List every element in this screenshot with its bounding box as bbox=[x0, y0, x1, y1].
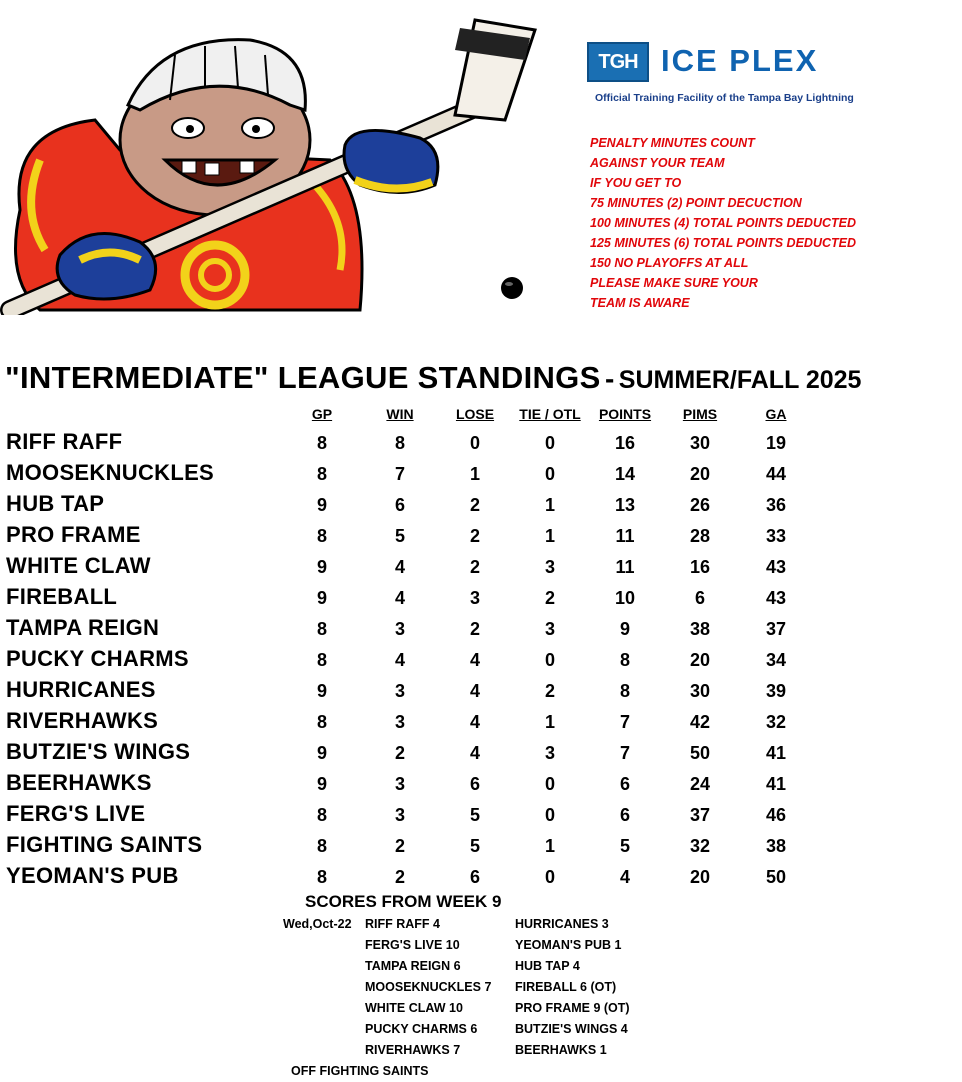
cell-ga: 37 bbox=[765, 619, 787, 639]
team-name: PRO FRAME bbox=[6, 522, 141, 547]
cell-points: 10 bbox=[614, 588, 636, 608]
cell-ga: 34 bbox=[765, 650, 787, 670]
page-title bbox=[5, 360, 861, 396]
table-row bbox=[0, 863, 962, 894]
team-name: YEOMAN'S PUB bbox=[6, 863, 179, 888]
cell-gp: 8 bbox=[316, 805, 327, 825]
scores-title: SCORES FROM WEEK 9 bbox=[305, 892, 502, 911]
title-season: SUMMER/FALL 2025 bbox=[618, 366, 862, 394]
team-name: FIREBALL bbox=[6, 584, 118, 609]
table-row bbox=[0, 615, 962, 646]
column-header-lose: LOSE bbox=[455, 406, 495, 422]
cell-lose: 5 bbox=[469, 836, 480, 856]
cell-tie: 1 bbox=[544, 526, 555, 546]
cell-lose: 2 bbox=[469, 557, 480, 577]
cell-ga: 50 bbox=[765, 867, 787, 887]
cell-win: 3 bbox=[394, 805, 405, 825]
cell-points: 7 bbox=[619, 743, 630, 763]
cell-win: 4 bbox=[394, 557, 405, 577]
cell-pims: 6 bbox=[694, 588, 705, 608]
cell-pims: 37 bbox=[689, 805, 711, 825]
score-away: HURRICANES 3 bbox=[515, 917, 609, 931]
cell-win: 3 bbox=[394, 712, 405, 732]
penalty-line: PLEASE MAKE SURE YOUR bbox=[590, 276, 758, 290]
cell-lose: 4 bbox=[469, 743, 480, 763]
cell-lose: 5 bbox=[469, 805, 480, 825]
penalty-line: AGAINST YOUR TEAM bbox=[590, 156, 725, 170]
table-row bbox=[0, 460, 962, 491]
cell-win: 6 bbox=[394, 495, 405, 515]
cell-ga: 41 bbox=[765, 743, 787, 763]
cell-lose: 3 bbox=[469, 588, 480, 608]
cell-points: 11 bbox=[615, 557, 635, 577]
cell-pims: 20 bbox=[689, 650, 711, 670]
cell-points: 8 bbox=[619, 681, 630, 701]
cell-ga: 38 bbox=[765, 836, 787, 856]
cell-pims: 20 bbox=[689, 464, 711, 484]
cell-points: 9 bbox=[619, 619, 630, 639]
cell-lose: 1 bbox=[469, 464, 480, 484]
title-main: "INTERMEDIATE" LEAGUE STANDINGS bbox=[5, 360, 601, 395]
table-row bbox=[0, 522, 962, 553]
table-row bbox=[0, 770, 962, 801]
cell-pims: 16 bbox=[689, 557, 711, 577]
team-name: RIFF RAFF bbox=[6, 429, 123, 454]
penalty-line: 150 NO PLAYOFFS AT ALL bbox=[590, 256, 749, 270]
score-away: BUTZIE'S WINGS 4 bbox=[515, 1022, 628, 1036]
column-header-points: POINTS bbox=[598, 406, 652, 422]
team-name: HUB TAP bbox=[6, 491, 105, 516]
hockey-puck-icon bbox=[499, 275, 525, 301]
cell-ga: 43 bbox=[765, 588, 787, 608]
cell-points: 11 bbox=[615, 526, 635, 546]
cell-gp: 8 bbox=[316, 712, 327, 732]
penalty-line: PENALTY MINUTES COUNT bbox=[590, 136, 755, 150]
cell-win: 8 bbox=[394, 433, 405, 453]
cell-lose: 4 bbox=[469, 681, 480, 701]
cell-win: 3 bbox=[394, 619, 405, 639]
logo-mark: TGH bbox=[587, 42, 649, 82]
team-name: PUCKY CHARMS bbox=[6, 646, 189, 671]
score-home: TAMPA REIGN 6 bbox=[365, 959, 461, 973]
cell-tie: 3 bbox=[544, 619, 555, 639]
cell-gp: 9 bbox=[316, 681, 327, 701]
cell-win: 4 bbox=[394, 650, 405, 670]
score-away: FIREBALL 6 (OT) bbox=[515, 980, 617, 994]
cell-lose: 4 bbox=[469, 650, 480, 670]
penalty-line: 100 MINUTES (4) TOTAL POINTS DEDUCTED bbox=[590, 216, 857, 230]
team-name: MOOSEKNUCKLES bbox=[6, 460, 215, 485]
cell-win: 7 bbox=[394, 464, 405, 484]
cell-tie: 2 bbox=[544, 681, 555, 701]
cell-gp: 9 bbox=[316, 588, 327, 608]
cell-points: 5 bbox=[619, 836, 630, 856]
cell-pims: 50 bbox=[689, 743, 711, 763]
column-header-tie-otl: TIE / OTL bbox=[519, 406, 581, 422]
off-note: OFF FIGHTING SAINTS bbox=[291, 1064, 429, 1078]
cell-points: 7 bbox=[619, 712, 630, 732]
cell-win: 3 bbox=[394, 774, 405, 794]
cell-ga: 43 bbox=[765, 557, 787, 577]
table-row bbox=[0, 491, 962, 522]
score-home: FERG'S LIVE 10 bbox=[365, 938, 460, 952]
penalty-line: 125 MINUTES (6) TOTAL POINTS DEDUCTED bbox=[590, 236, 857, 250]
cell-points: 13 bbox=[614, 495, 636, 515]
table-row bbox=[0, 553, 962, 584]
score-away: PRO FRAME 9 (OT) bbox=[515, 1001, 630, 1015]
team-name: HURRICANES bbox=[6, 677, 156, 702]
cell-tie: 3 bbox=[544, 557, 555, 577]
team-name: BUTZIE'S WINGS bbox=[6, 739, 191, 764]
penalty-line: IF YOU GET TO bbox=[590, 176, 682, 190]
score-home: WHITE CLAW 10 bbox=[365, 1001, 463, 1015]
cell-tie: 1 bbox=[544, 836, 555, 856]
cell-pims: 26 bbox=[689, 495, 711, 515]
hockey-player-mascot bbox=[0, 10, 545, 315]
cell-pims: 38 bbox=[689, 619, 711, 639]
cell-points: 14 bbox=[614, 464, 636, 484]
cell-tie: 2 bbox=[544, 588, 555, 608]
cell-tie: 0 bbox=[544, 650, 555, 670]
cell-points: 6 bbox=[619, 805, 630, 825]
cell-tie: 0 bbox=[544, 464, 555, 484]
table-row bbox=[0, 832, 962, 863]
cell-lose: 6 bbox=[469, 867, 480, 887]
cell-tie: 0 bbox=[544, 774, 555, 794]
cell-win: 5 bbox=[394, 526, 405, 546]
cell-ga: 19 bbox=[765, 433, 787, 453]
score-home: MOOSEKNUCKLES 7 bbox=[365, 980, 492, 994]
score-away: YEOMAN'S PUB 1 bbox=[515, 938, 622, 952]
cell-ga: 41 bbox=[765, 774, 787, 794]
team-name: FIGHTING SAINTS bbox=[6, 832, 203, 857]
column-header-ga: GA bbox=[765, 406, 787, 422]
cell-ga: 39 bbox=[765, 681, 787, 701]
cell-ga: 33 bbox=[765, 526, 787, 546]
cell-tie: 0 bbox=[544, 867, 555, 887]
cell-ga: 36 bbox=[765, 495, 787, 515]
team-name: WHITE CLAW bbox=[6, 553, 151, 578]
penalty-line: TEAM IS AWARE bbox=[590, 296, 690, 310]
table-row bbox=[0, 646, 962, 677]
cell-ga: 46 bbox=[765, 805, 787, 825]
cell-points: 8 bbox=[619, 650, 630, 670]
cell-lose: 6 bbox=[469, 774, 480, 794]
logo-name: ICE PLEX bbox=[661, 43, 819, 78]
table-row bbox=[0, 708, 962, 739]
cell-lose: 2 bbox=[469, 619, 480, 639]
table-row bbox=[0, 801, 962, 832]
cell-points: 6 bbox=[619, 774, 630, 794]
cell-pims: 20 bbox=[689, 867, 711, 887]
cell-pims: 30 bbox=[689, 681, 711, 701]
cell-gp: 8 bbox=[316, 650, 327, 670]
cell-win: 2 bbox=[394, 743, 405, 763]
score-away: HUB TAP 4 bbox=[515, 959, 580, 973]
cell-pims: 30 bbox=[689, 433, 711, 453]
cell-tie: 1 bbox=[544, 495, 555, 515]
cell-pims: 24 bbox=[689, 774, 711, 794]
column-header-win: WIN bbox=[386, 406, 414, 422]
cell-win: 3 bbox=[394, 681, 405, 701]
logo-tagline: Official Training Facility of the Tampa Bay Lightning bbox=[595, 92, 854, 104]
cell-win: 2 bbox=[394, 836, 405, 856]
cell-ga: 44 bbox=[765, 464, 787, 484]
cell-gp: 8 bbox=[316, 836, 327, 856]
cell-gp: 8 bbox=[316, 526, 327, 546]
cell-gp: 8 bbox=[316, 433, 327, 453]
cell-gp: 9 bbox=[316, 774, 327, 794]
cell-gp: 9 bbox=[316, 743, 327, 763]
cell-gp: 8 bbox=[316, 464, 327, 484]
table-row bbox=[0, 739, 962, 770]
cell-points: 16 bbox=[614, 433, 636, 453]
table-row bbox=[0, 584, 962, 615]
cell-lose: 2 bbox=[469, 526, 480, 546]
cell-tie: 0 bbox=[544, 433, 555, 453]
column-header-gp: GP bbox=[311, 406, 333, 422]
team-name: TAMPA REIGN bbox=[6, 615, 160, 640]
cell-pims: 32 bbox=[689, 836, 711, 856]
cell-lose: 4 bbox=[469, 712, 480, 732]
cell-pims: 28 bbox=[689, 526, 711, 546]
cell-gp: 8 bbox=[316, 619, 327, 639]
cell-tie: 1 bbox=[544, 712, 555, 732]
cell-lose: 2 bbox=[469, 495, 480, 515]
cell-tie: 0 bbox=[544, 805, 555, 825]
cell-ga: 32 bbox=[765, 712, 787, 732]
tgh-iceplex-logo bbox=[587, 40, 877, 110]
score-away: BEERHAWKS 1 bbox=[515, 1043, 607, 1057]
cell-gp: 9 bbox=[316, 495, 327, 515]
column-header-pims: PIMS bbox=[682, 406, 718, 422]
cell-pims: 42 bbox=[689, 712, 711, 732]
team-name: FERG'S LIVE bbox=[6, 801, 146, 826]
team-name: RIVERHAWKS bbox=[6, 708, 159, 733]
game-date: Wed,Oct-22 bbox=[283, 917, 352, 931]
cell-gp: 9 bbox=[316, 557, 327, 577]
score-home: RIVERHAWKS 7 bbox=[365, 1043, 461, 1057]
cell-win: 4 bbox=[394, 588, 405, 608]
score-home: RIFF RAFF 4 bbox=[365, 917, 440, 931]
cell-win: 2 bbox=[394, 867, 405, 887]
table-row bbox=[0, 677, 962, 708]
score-home: PUCKY CHARMS 6 bbox=[365, 1022, 478, 1036]
table-row bbox=[0, 429, 962, 460]
cell-tie: 3 bbox=[544, 743, 555, 763]
penalty-notice bbox=[590, 133, 960, 313]
cell-points: 4 bbox=[619, 867, 630, 887]
cell-lose: 0 bbox=[469, 433, 480, 453]
cell-gp: 8 bbox=[316, 867, 327, 887]
title-separator: - bbox=[605, 363, 615, 394]
penalty-line: 75 MINUTES (2) POINT DECUCTION bbox=[590, 196, 802, 210]
team-name: BEERHAWKS bbox=[6, 770, 152, 795]
